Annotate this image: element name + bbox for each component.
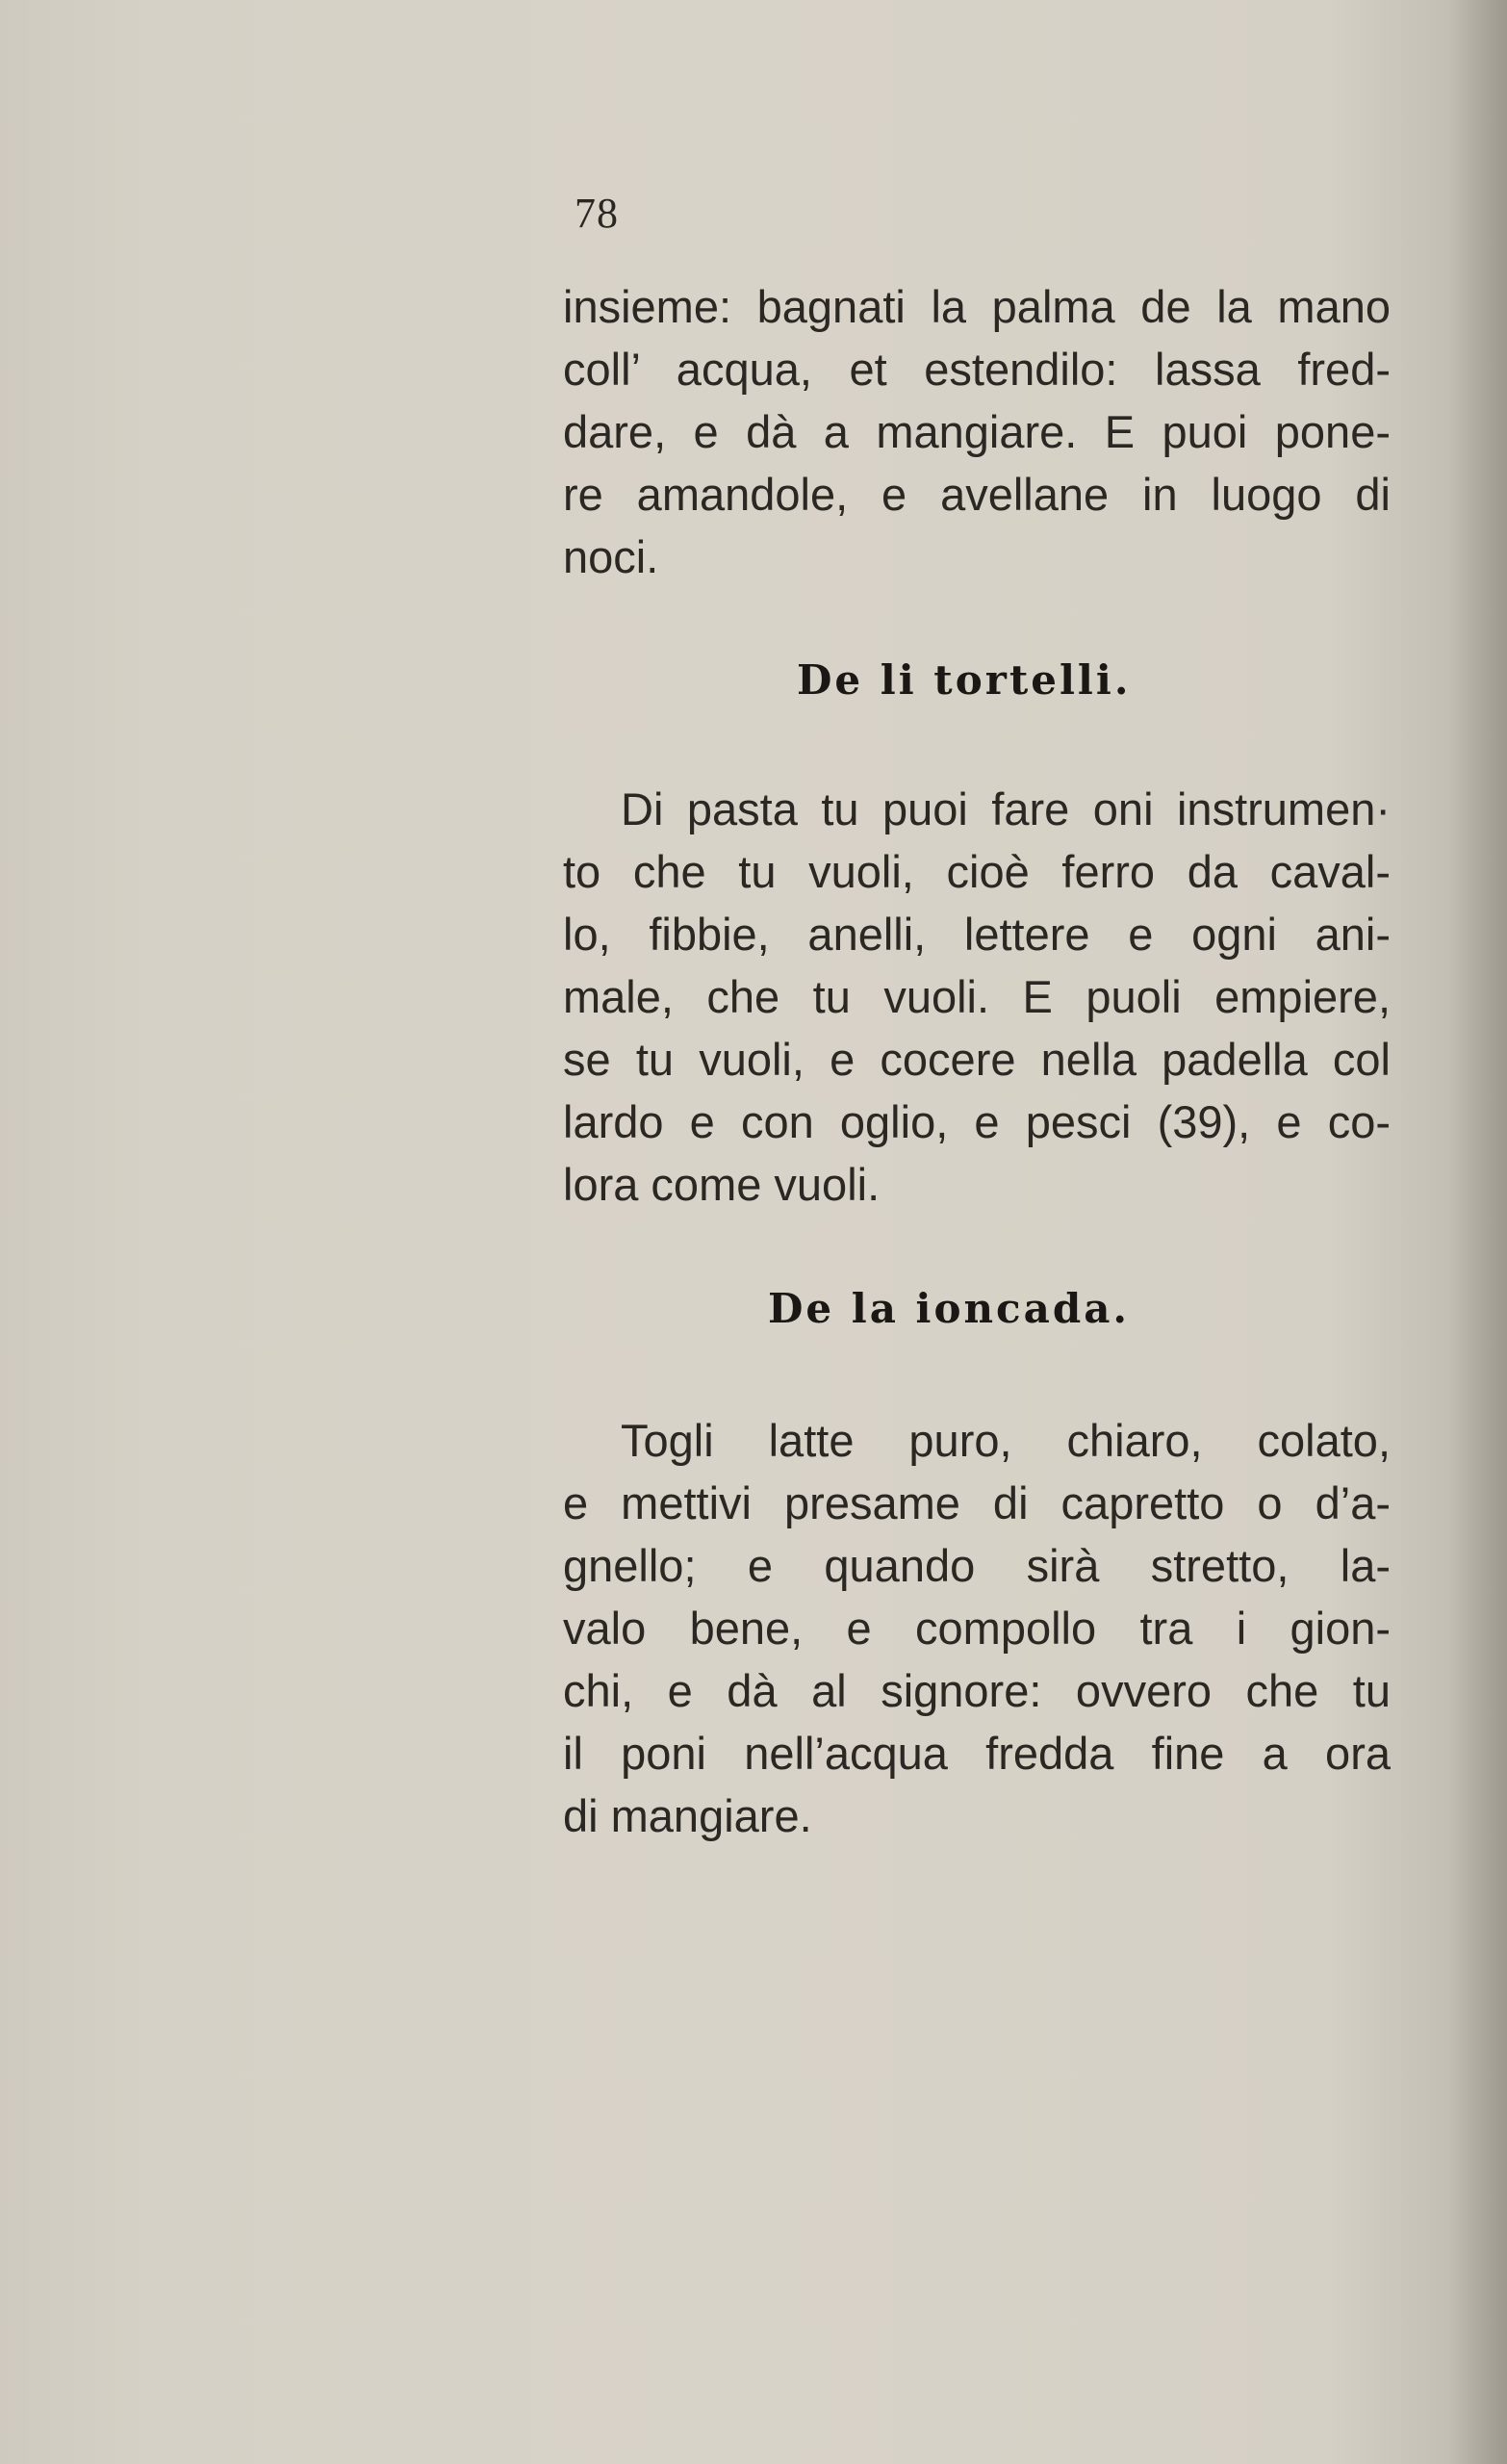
paragraph-continuation [563,275,1391,588]
text-line: e mettivi presame di capretto o d’a- [563,1477,1391,1528]
page-edge-shadow [1449,0,1507,2464]
text-line: valo bene, e compollo tra i gion- [563,1603,1391,1654]
text-line: coll’ acqua, et estendilo: lassa fred- [563,344,1391,395]
text-line: se tu vuoli, e cocere nella padella col [563,1034,1391,1085]
text-line: dare, e dà a mangiare. E puoi pone- [563,406,1391,457]
text-line: noci. [563,531,659,582]
text-line: il poni nell’acqua fredda fine a ora [563,1728,1391,1779]
section-heading: De la ioncada. [768,1285,1131,1332]
text-line: insieme: bagnati la palma de la mano [563,281,1391,332]
text-line: lora come vuoli. [563,1159,881,1210]
text-line: re amandole, e avellane in luogo di [563,469,1391,520]
text-line: to che tu vuoli, cioè ferro da caval- [563,846,1391,897]
text-line: chi, e dà al signore: ovvero che tu [563,1665,1391,1716]
section-heading: De li tortelli. [797,656,1132,704]
text-line: lardo e con oglio, e pesci (39), e co- [563,1096,1391,1147]
page-number: 78 [575,190,619,237]
text-line: male, che tu vuoli. E puoli empiere, [563,971,1391,1022]
text-line: di mangiare. [563,1790,812,1841]
text-line: gnello; e quando sirà stretto, la- [563,1540,1391,1591]
paragraph [563,778,1391,1216]
text-line: Di pasta tu puoi fare oni instrumen· [621,783,1391,834]
paragraph [563,1409,1391,1847]
text-line: lo, fibbie, anelli, lettere e ogni ani- [563,909,1391,960]
text-line: Togli latte puro, chiaro, colato, [621,1415,1391,1466]
